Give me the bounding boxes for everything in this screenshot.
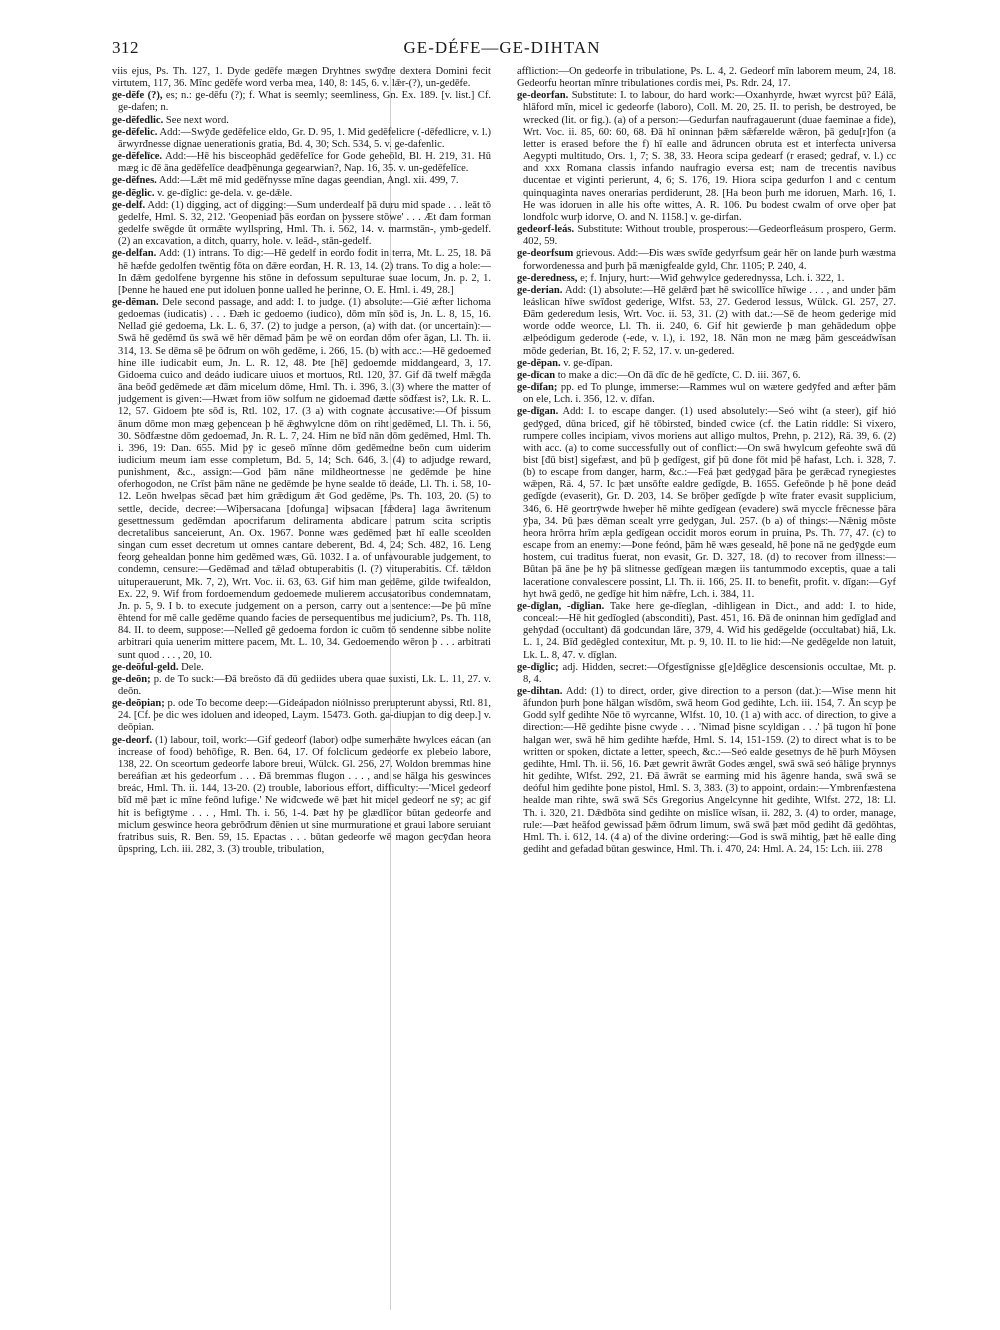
dictionary-entry	[517, 406, 896, 601]
entry-headword: ge-dīglan, -dīglian.	[517, 600, 605, 612]
dictionary-entry	[517, 686, 896, 856]
entry-text: Add:—Hē his bisceophād gedēfelīce for Gode geheōld, Bl. H. 219, 31. Hū mæg ic đē āna gedēfelīce deađþēnunga gegearwian?, Nap. 16, 35. v. un-gedēfelīce.	[118, 151, 491, 175]
entry-text: Dele second passage, and add: I. to judge. (1) absolute:—Gié æfter lichoma gedoemas (iudicatis) . . . Đæh ic gedoemo (iudico), dōm mīn sōđ is, Jn. L. 8, 15, 16. Nellađ gié gedoema, Lk. L. 6, 37. (2) to judge a person, (a) with dat. (or uncertain):—Swā hē gedēmđ ūs swā wē hēr dēmađ þām þe wē on eorđan dōm ofer āgan, Ll. Th. ii. 314, 13. Se dēma sē þe ōđrum on wōh gedēme, i. 266, 15. (b) with acc.:—Hē gedoemeđ hine ille iudicabit eum, Jn. L. R. 12, 48. Þte [hē] gedoemde middangeard, 3, 17. Gidoema cuico and deádo iudicare uiuos et mortuos, Rtl. 120, 37. Gif đā twelf mǣgđa āna beōđ gedēmede æt đām micelum dōme, Hml. Th. i. 396, 3. (3) where the matter of judgement is given:—Hwæt from iōw solfum ne gidoemađ đætte sōđfæst is?, Lk. R. L. 12, 57. Gidoem þte sōđ is, Rtl. 102, 17. (3 a) with cognate accusative:—Of þissum ānum dōme mon mæg geþencean þ hē ǣghwylcne dōm on riht gedēmeđ, Ll. Th. i. 56, 30. Sōđfæstne dōm gedoemađ, Jn. R. L. 7, 24. Him ne bīđ nān dōm gedēmed, Hml. Th. i. 396, 19: Dan. 655. Mid þȳ ic geseō mīnne dōm gedēmedne beōn cum uiderim iudicium meum iam esse completum, Bd. 5, 14; Sch. 646, 3. (4) to adjudge reward, punishment, &c., assign:—God þām nāne mildheortnesse ne gedēmde þe hine oferhogodon, ne Crīst þām nāne ne gedēmde þe hyne sealde tō deáđe, Ll. Th. i. 58, 10-12. Leōn hwelpas sēcađ þæt him grǣdigum ǣt God gedēme, Ps. Th. 103, 20. (5) to settle, decide, decree:—Wiþersacana [dofunga] wiþsacan [fǣdera] laga āwritenum gesettnessum gedēmdan apocrifarum deliramenta abdicare patrum scita scriptis decretalibus sanceierunt, An. Ox. 1967. Þonne wæs gedēmed þæt hī ealle sceolden singan cum esset decretum ut omnes cantare deberent, Bd. 4, 24; Sch. 482, 16. Leng feorg gehealdan þonne him gedēmed wæs, Gū. 1032. I a. of unfavourable judgement, to condemn, censure:—Gedēmađ and tǣlađ obtuperabitis (l. (?) vituperabitis. Cf. tǣldon uituperauerunt, Mk. 7, 2), Wrt. Voc. ii. 63, 63. Gif him man gedēme, gilde twifealdon, Ex. 22, 9. Wif from fordoemendum gedoemede mulierem accusatoribus condemnatam, Jn. p. 5, 9. I b. to execute judgement on a person, carry out a sentence:—Þe þū mīne ēhtend for mē calle gedēme quando facies de persequentibus me judicium?, Ps. Th. 118, 84. II. to deem, suppose:—Nelleđ gē gedoema fordon ic cuōm tō sendenne sibbe nolite arbitrari quia uenerim mittere pacem, Mt. L. 10, 34. Gedoemendo wēron þ . . . arbitrati sunt quod . . . , 20, 10.	[118, 296, 491, 661]
entry-headword: ge-deredness,	[517, 272, 578, 284]
entry-text: Add: (1) absolute:—Hē gelǣrđ þæt hē swicollīce hīwige . . . , and under þām leáslican hīwe swīđost gederige, Wlfst. 53, 27. Gederod lessus, Wülck. Gl. 257, 27. Đām gederedum lesis, Wrt. Voc. ii. 53, 31. (2) with dat.:—Sē đe heom gederige mid worde odđe weorce, Ll. Th. ii. 240, 6. Gif hit gewierđe þ man gehādedum oþþe ælþeódigum gederode (-ede, v. l.), i. 192, 18. Nān mon ne mæg þām gesceádwīsan mōde gederian, Bt. 16, 2; F. 52, 17. v. un-gedered.	[523, 284, 896, 357]
dictionary-entry	[517, 358, 896, 370]
entry-headword: ge-dīglic;	[517, 661, 559, 673]
entry-text: v. ge-dīpan.	[563, 357, 613, 369]
entry-headword: ge-dēglic.	[112, 187, 155, 199]
entry-text: Substitute: Without trouble, prosperous:—Gedeorfleásum prospero, Germ. 402, 59.	[523, 224, 896, 248]
entry-text: to make a dic:—On đā dīc đe hē gedīcte, C. D. iii. 367, 6.	[557, 369, 801, 381]
entry-text: pp. ed To plunge, immerse:—Rammes wul on wætere gedȳfed and æfter þām on ele, Lch. i. 356, 12. v. dīfan.	[523, 382, 896, 406]
entry-text: e; f. Injury, hurt:—Wiđ gehwylce gederednyssa, Lch. i. 322, 1.	[580, 272, 845, 284]
entry-text: p. ode To become deep:—Gideápadon niólnisso prerupterunt abyssi, Rtl. 81, 24. [Cf. þe dic wes idoluen and ideoped, Laym. 15473. Goth. ga-diupjan to dig deep.] v. deōpian.	[118, 698, 491, 734]
entry-text: Dele.	[181, 661, 204, 673]
dictionary-entry	[517, 90, 896, 224]
dictionary-entry	[517, 662, 896, 686]
entry-text: Add:—Lǣt mē mid gedēfnysse mīne dagas geendian, Angl. xii. 499, 7.	[158, 175, 459, 187]
dictionary-entry	[517, 273, 896, 285]
entry-text: See next word.	[165, 114, 229, 126]
dictionary-entry	[112, 248, 491, 297]
dictionary-entry	[112, 151, 491, 175]
dictionary-entry	[517, 224, 896, 248]
dictionary-entry	[112, 175, 491, 187]
entry-headword: ge-deōful-geld.	[112, 661, 179, 673]
entry-headword: ge-delf.	[112, 199, 146, 211]
entry-headword: ge-dēman.	[112, 296, 159, 308]
page-header	[112, 38, 892, 62]
dictionary-entry	[517, 248, 896, 272]
dictionary-entry	[517, 601, 896, 662]
entry-text: Add:—Swȳđe gedēfelice eldo, Gr. D. 95, 1. Mid gedēfelicre (-dēfedlicre, v. l.) ārwyrđnesse dignae uenerationis gratia, Bd. 4, 30; Sch. 534, 5. v. ge-dafenlic.	[118, 126, 491, 150]
entry-headword: ge-dēfnes.	[112, 175, 157, 187]
entry-headword: ge-dēfe (?),	[112, 90, 163, 102]
dictionary-entry	[112, 115, 491, 127]
dictionary-entry	[112, 297, 491, 662]
entry-headword: ge-dīcan	[517, 369, 556, 381]
entry-text: viis ejus, Ps. Th. 127, 1. Dyde gedēfe mægen Dryhtnes swȳđre dextera Domini fecit virtutem, 117, 36. Mīnc gedēfe word verba mea, 140, 8: 145, 6. v. lǣr-(?), un-gedēfe.	[112, 66, 491, 90]
entry-headword: ge-dēfedlic.	[112, 114, 164, 126]
entry-headword: ge-derian.	[517, 284, 563, 296]
entry-headword: gedeorf-leás.	[517, 224, 575, 236]
entry-headword: ge-deōpian;	[112, 698, 165, 710]
entry-text: Substitute: I. to labour, do hard work:—Oxanhyrde, hwæt wyrcst þū? Eálā, hlāford mīn, micel ic gedeorfe (laboro), Coll. M. 20, 25. II. to perish, be destroyed, be wrecked (lit. or fig.). (a) of a person:—Gedurfan naufragauerunt (duae faeminae a fide), Wrt. Voc. ii. 85, 60: 60, 68. Đā hī oninnan þǣm sǣfærelde wǣron, þā gedu[r]fon (a letter is erased before the f) hī ealle and ādruncen obruta est et interfecta universa Aegypti multitudo, Ors. 1, 7; S. 38, 33. Heora scipa gedearf (r erased; gedraf, v. l.) cc and xxx Romana classis infando naufragio eversa est; nam de trecentis navibus ducentae et viginti perierunt, 4, 6; S. 176, 19. Hiora scipa gedurfon l and c centum quinquaginta naves onerarias perdiderunt, 28. [Ha beon þurh me idoruen, Marh. 16, 1. He was idoruen in alle his ofte wittes, A. R. 106. Þu bodest cwalm of orve oþer þat londfolc wurþ idorve, O. and N. 1158.] v. ge-dirfan.	[523, 90, 896, 223]
entry-text: v. ge-dīglic: ge-dela. v. ge-dǣle.	[157, 187, 293, 199]
entry-headword: ge-dēfelic.	[112, 126, 158, 138]
dictionary-entry	[112, 66, 491, 90]
entry-headword: ge-delfan.	[112, 248, 157, 260]
entry-text: Add: (1) intrans. To dig:—Hē gedelf in eorđo fodit in terra, Mt. L. 25, 18. Þā hē hæfde gedolfen twēntig fōta on đǣre eorđan, H. R. 13, 14. (2) trans. To dig a hole:—In đǣm gedolfene byrgenne his stōne in defossum sepulturae suae locum, Jn. p. 2, 1. [Þenne he haued ene put idoluen þonne ualled he þerinne, O. E. Hml. i. 49, 28.]	[118, 248, 491, 296]
left-column	[112, 66, 491, 1316]
entry-headword: ge-dēfelīce.	[112, 151, 163, 163]
dictionary-entry	[112, 188, 491, 200]
dictionary-entry	[112, 674, 491, 698]
entry-headword: ge-dēpan.	[517, 357, 561, 369]
entry-headword: ge-deorfsum	[517, 248, 574, 260]
entry-text: adj. Hidden, secret:—Ofgestīgnisse g[e]dēglice descensionis occultae, Mt. p. 8, 4.	[523, 661, 896, 685]
dictionary-entry	[112, 662, 491, 674]
entry-text: affliction:—On gedeorfe in tribulatione, Ps. L. 4, 2. Gedeorf mīn laborem meum, 24, 18. Gedeorfu heortan mīnre tribulationes cordis mei, Ps. Rdr. 24, 17.	[517, 66, 896, 90]
text-columns	[112, 66, 896, 1316]
dictionary-entry	[112, 698, 491, 734]
entry-text: Add: (1) to direct, order, give direction to a person (dat.):—Wise menn hit āfundon þurh þone hālgan wīsdōm, swā heom God gedihte, Lch. iii. 154, 7. Ān scyp þe Godd sylf gedihte Nōe tō wyrcanne, Wlfst. 10, 10. (1 a) with acc. of direction, to give a direction:—Hē gedihte þisne cwyde . . . 'Nimađ þisne scyldigan . . .' þā tugon hī þone halgan wer, swā hē him gedihte hæfde, Hml. S. 14, 151-159. (2) to direct what is to be written or spoken, dictate a letter, speech, &c.:—Seó ealde gesetnys đe hē þurh Mōysen gedihte, Hml. Th. ii. 56, 16. Þæt gewrit āwrāt Godes ængel, swā swā seó hālige þrynnys hit gedihte, Wlfst. 292, 21. Đā āwrāt se earming mid his āgenre handa, swā swā se deóful him gedihte þone pistol, Hml. S. 3, 383. (3) to appoint, ordain:—Ymbrenfæstena healde man rihte, swā swā Sc̄s Gregorius Angelcynne hit gedihte, Wlfst. 272, 18: Ll. Th. i. 320, 21. Dǣdbōta sind gedihte on mislīce wīsan, ii. 282, 3. (4) to order, manage, rule:—Þæt heāfod gewissađ þǣm ōđrum limum, swā swā þæt mōd gediht đā gedōhtas, Hml. Th. i. 612, 14. (4 a) of the divine ordering:—God is swā mihtig, þæt hē ealle đing gediht and gefadađ būtan geswince, Hml. Th. i. 470, 24: Hml. A. 24, 15: Lch. iii. 278	[523, 685, 896, 855]
entry-headword: ge-deōn;	[112, 673, 151, 685]
entry-text: grievous. Add:—Đis wæs swīđe gedyrfsum geár hēr on lande þurh wæstma forwordenessa and þurh þā mænigfealde gyld, Chr. 1105; P. 240, 4.	[523, 248, 896, 272]
entry-text: Add: I. to escape danger. (1) used absolutely:—Seó wiht (a steer), gif hió gedȳgeđ, dūna briceđ, gif hē tōbirsteđ, bindeđ cwice (cf. the Latin riddle: Si vixero, rumpere colles incipiam, vivos moriens aut alligo multos, Prehn, p. 212), Rä. 39, 6. (2) with acc. (a) to come successfully out of conflict:—On swā hwylcum gefeohte swā đū bist [đū bist] sigefæst, and þū þ gedīgest, gif þū đone fōt mid þē hafast, Lch. i. 328, 7. (b) to escape from danger, harm, &c.:—Feá þæt gedȳgađ þāra þe gerǣcađ rynegiestes wǣpen, Rä. 4, 57. Ic þæt unsōfte ealdre gedīgde, B. 1655. Gefeōnde þ hē þone deáđ gedīgde (evaserit), Gr. D. 203, 14. Se brōþer gedīgde þ wīte frater evasit supplicium, 346, 6. Hē geortrȳwde hweþer hē mihte gedīgean (evadere) swā myccle frēcnesse þāra ȳþa, 34. Þū þæs dēman scealt yrre gedȳgan, Jul. 257. (b a) of things:—Nǣnig mōste heora hrōrra hrīm æpla gedīgean occidit moros eorum in pruina, Ps. Th. 77, 47. (c) to escape from an enemy:—Þone feónd, þām hē wæs geseald, hē þone nā ne gedȳgde eum hostem, cui traditus fuerat, non evasit, Gr. D. 327, 18. (d) to recover from illness:—Būtan þā āne þe hȳ þā slitnesse gedīgean mægen iis tantummodo exceptis, quae a tali laceratione convalescere possint, Ll. Th. ii. 166, 25. II. to benefit, profit. v. dīgan:—Gyf hyt hwā gedō, ne gedīge hit him nǣfre, Lch. i. 384, 11.	[523, 406, 896, 600]
entry-text: (1) labour, toil, work:—Gif gedeorf (labor) odþe sumerhǣte hwylces eácan (an increase of food) behōfige, R. Ben. 64, 17. Of folclicum gedeorfe ex plebeio labore, 138, 22. On sceortum gedeorfe labore breui, Wülck. Gl. 256, 27. Woldon bremmas hine bereáfian æt his gedeorfum . . . Đā bremmas flugon . . . , and se hālga his geswinces breác, Hml. Th. ii. 144, 13-20. (2) trouble, laborious effort, difficulty:—'Micel gedeorf bīđ mē þæt ic mīne feōnd lufige.' Ne wiđcweđe wē þæt hit micel gedeorf ne sȳ; ac gif hit is befigtȳme . . . , Hml. Th. i. 56, 1-4. Þæt hȳ þe glædlīcor būtan gedeorfe and miclum geswince heora gebrōđrum đēnien ut sine murmuratione et graui labore seruiant fratribus suis, R. Ben. 59, 15. Epactas . . . būtan gedeorfe wē magon gecȳđan heora ūpspring, Lch. iii. 282, 3. (3) trouble, tribulation,	[118, 734, 491, 855]
entry-headword: ge-deorfan.	[517, 90, 569, 102]
entry-text: p. de To suck:—Đā breōsto đā đū gediides ubera quae suxisti, Lk. L. 11, 27. v. deōn.	[118, 673, 491, 697]
page-number: 312	[112, 38, 139, 57]
entry-headword: ge-deorf.	[112, 734, 153, 746]
dictionary-entry	[517, 66, 896, 90]
dictionary-entry	[517, 382, 896, 406]
entry-text: Take here ge-dīeglan, -dihligean in Dict., and add: I. to hide, conceal:—Hē hit gedīogled (absconditi), Past. 451, 16. Đā đe oninnan him gedīglađ and gehȳdađ (occultant) đā godcundan lāre, 379, 4. Wiđ his gedēgelde (occultabat) hiā, Lk. L. 1, 24. Bīđ gedēgled contexitur, Mt. p. 9, 10. II. to lie hid:—Ne gedēgelde non latuit, Lk. L. 8, 47. v. dīglan.	[523, 600, 896, 661]
dictionary-entry	[517, 370, 896, 382]
dictionary-entry	[112, 735, 491, 857]
entry-text: es; n.: ge-dēfu (?); f. What is seemly; seemliness, Gn. Ex. 189. [v. list.] Cf. ge-dafen; n.	[118, 90, 491, 114]
dictionary-entry	[112, 200, 491, 249]
dictionary-entry	[112, 127, 491, 151]
dictionary-entry	[517, 285, 896, 358]
entry-text: Add: (1) digging, act of digging:—Sum underdealf þā duru mid spade . . . leāt tō gedelfe, Hml. S. 32, 212. 'Geopeniađ þās eorđan on þyssere stōwe' . . . Æt đam forman gedelfe swēgde ūt ormǣte wyllspring, Hml. Th. i. 562, 14. v. marmstān-, ymb-gedelf. (2) an excavation, a ditch, quarry, hole. v. leād-, stān-gedelf.	[118, 199, 491, 248]
entry-headword: ge-dīgan.	[517, 406, 559, 418]
dictionary-entry	[112, 90, 491, 114]
entry-headword: ge-dihtan.	[517, 685, 563, 697]
running-head: GE-DÉFE—GE-DIHTAN	[403, 38, 601, 57]
entry-headword: ge-dīfan;	[517, 382, 558, 394]
right-column	[517, 66, 896, 1316]
